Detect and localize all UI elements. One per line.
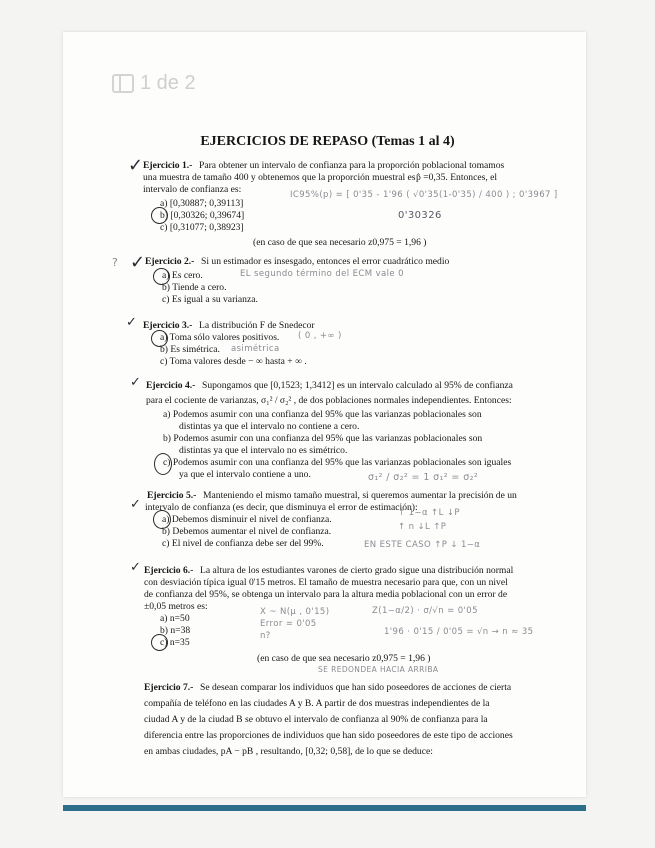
ex5-handwritten-3: EN ESTE CASO ↑P ↓ 1−α bbox=[364, 540, 481, 550]
ex1-option-c: c) [0,31077; 0,38923] bbox=[160, 222, 244, 233]
ex3-option-a: a) Toma sólo valores positivos. bbox=[160, 332, 280, 343]
ex1-text-1: Para obtener un intervalo de confianza para la proporción poblacional tomamos bbox=[199, 160, 505, 171]
check-mark-ex2: ✓ bbox=[130, 252, 146, 273]
ex4-option-b-1: b) Podemos asumir con una confianza del 95% que las varianzas poblacionales son bbox=[163, 433, 483, 444]
ex3-handwritten-range: ( 0 , +∞ ) bbox=[298, 331, 342, 341]
ex2-option-b: b) Tiende a cero. bbox=[162, 282, 227, 293]
ex1-handwritten-result: 0'30326 bbox=[398, 210, 442, 221]
ex4-option-a-2: distintas ya que el intervalo no contiene a cero. bbox=[179, 421, 360, 432]
ex7-text-1: Se desean comparar los individuos que han sido poseedores de acciones de cierta bbox=[200, 682, 512, 693]
page-indicator bbox=[112, 72, 196, 95]
page-indicator-text: 1 de 2 bbox=[140, 72, 196, 94]
ex5-option-c: c) El nivel de confianza debe ser del 99%. bbox=[162, 538, 324, 549]
ex6-text-3: de confianza del 95%, se obtenga un intervalo para la altura media poblacional con un error de bbox=[144, 589, 508, 600]
ex6-handwritten-5: 1'96 · 0'15 / 0'05 = √n → n ≈ 35 bbox=[384, 627, 534, 637]
ex6-text-4: ±0,05 metros es: bbox=[144, 601, 208, 612]
ex1-heading: Ejercicio 1.- bbox=[143, 160, 193, 171]
ex4-option-c-2: ya que el intervalo contiene a uno. bbox=[179, 469, 311, 480]
ex2-handwritten-note: EL segundo término del ECM vale 0 bbox=[240, 269, 404, 279]
ex6-handwritten-1: X ~ N(μ , 0'15) bbox=[260, 607, 330, 617]
ex1-text-2: una muestra de tamaño 400 y obtenemos que la proporción muestral es bbox=[143, 172, 416, 183]
ex6-option-c: c) n=35 bbox=[160, 637, 190, 648]
ex6-handwritten-6: SE REDONDEA HACIA ARRIBA bbox=[318, 665, 439, 674]
ex4-option-c-1: c) Podemos asumir con una confianza del 95% que las varianzas poblacionales son iguales bbox=[163, 457, 512, 468]
ex7-text-4: diferencia entre las proporciones de individuos que han sido poseedores de este tipo de acciones bbox=[144, 730, 513, 741]
ex6-handwritten-3: n? bbox=[260, 631, 271, 641]
ex3-option-b: b) Es simétrica. bbox=[160, 344, 220, 355]
check-mark-ex6: ✓ bbox=[130, 560, 141, 575]
ex4-heading: Ejercicio 4.- bbox=[146, 380, 196, 391]
ex2-option-a: a) Es cero. bbox=[162, 270, 203, 281]
ex6-option-b: b) n=38 bbox=[160, 625, 191, 636]
ex1-option-a: a) [0,30887; 0,39113] bbox=[160, 198, 244, 209]
answer-circle-ex3 bbox=[151, 330, 168, 347]
ex5-text-2: intervalo de confianza (es decir, que disminuya el error de estimación): bbox=[145, 502, 418, 513]
ex3-option-c: c) Toma valores desde − ∞ hasta + ∞ . bbox=[160, 356, 307, 367]
ex3-text: La distribución F de Snedecor bbox=[199, 320, 315, 331]
bottom-accent-bar bbox=[63, 805, 586, 811]
ex6-text-1: La altura de los estudiantes varones de cierto grado sigue una distribución normal bbox=[200, 565, 514, 576]
ex1-note: (en caso de que sea necesario z0,975 = 1,96 ) bbox=[253, 237, 427, 248]
answer-circle-ex2 bbox=[153, 268, 170, 285]
sidebar-icon bbox=[112, 74, 134, 93]
ex4-option-b-2: distintas ya que el intervalo no es simétrico. bbox=[179, 445, 348, 456]
ex1-option-b: b) [0,30326; 0,39674] bbox=[160, 210, 245, 221]
ex7-text-5: en ambas ciudades, pA − pB , resultando, [0,32; 0,58], de lo que se deduce: bbox=[144, 746, 433, 757]
ex4-option-a-1: a) Podemos asumir con una confianza del 95% que las varianzas poblacionales son bbox=[163, 409, 482, 420]
ex5-option-a: a) Debemos disminuir el nivel de confianza. bbox=[162, 514, 332, 525]
check-mark-ex3: ✓ bbox=[126, 315, 137, 330]
page-title: EJERCICIOS DE REPASO (Temas 1 al 4) bbox=[200, 134, 455, 149]
ex1-handwritten-formula: IC95%(p) = [ 0'35 - 1'96 ( √0'35(1-0'35) / 400 ) ; 0'3967 ] bbox=[290, 190, 558, 200]
ex6-handwritten-4: Z(1−α/2) · σ/√n = 0'05 bbox=[372, 606, 478, 616]
ex7-heading: Ejercicio 7.- bbox=[144, 682, 194, 693]
ex6-option-a: a) n=50 bbox=[160, 613, 190, 624]
ex5-option-b: b) Debemos aumentar el nivel de confianza. bbox=[162, 526, 332, 537]
ex7-text-2: compañía de teléfono en las ciudades A y B. A partir de dos muestras independientes de la bbox=[144, 698, 490, 709]
ex6-text-2: con desviación típica igual 0'15 metros. El tamaño de muestra necesario para que, con un nivel bbox=[144, 577, 508, 588]
answer-circle-ex1 bbox=[151, 207, 168, 224]
check-mark-ex5: ✓ bbox=[130, 497, 141, 512]
ex1-p-hat: p̂ =0,35. Entonces, el bbox=[416, 172, 498, 183]
ex1-text-3: intervalo de confianza es: bbox=[143, 184, 242, 195]
ex3-heading: Ejercicio 3.- bbox=[143, 320, 193, 331]
ex2-heading: Ejercicio 2.- bbox=[145, 256, 195, 267]
ex2-option-c: c) Es igual a su varianza. bbox=[162, 294, 258, 305]
ex6-handwritten-2: Error = 0'05 bbox=[260, 619, 317, 629]
ex5-text-1: Manteniendo el mismo tamaño muestral, si queremos aumentar la precisión de un bbox=[203, 490, 517, 501]
ex5-handwritten-2: ↑ n ↓L ↑P bbox=[398, 522, 447, 532]
question-mark-ex2: ? bbox=[112, 256, 118, 269]
ex6-note: (en caso de que sea necesario z0,975 = 1,96 ) bbox=[257, 653, 431, 664]
answer-circle-ex5 bbox=[153, 510, 171, 529]
ex5-handwritten-1: ↑ 1−α ↑L ↓P bbox=[398, 508, 460, 518]
check-mark-ex1: ✓ bbox=[128, 155, 144, 176]
answer-circle-ex4 bbox=[154, 453, 172, 475]
ex4-handwritten-note: σ₁² / σ₂² = 1 σ₁² = σ₂² bbox=[368, 472, 479, 483]
ex4-text-1: Supongamos que [0,1523; 1,3412] es un intervalo calculado al 95% de confianza bbox=[202, 380, 513, 391]
answer-circle-ex6 bbox=[151, 634, 168, 651]
check-mark-ex4: ✓ bbox=[130, 375, 141, 390]
ex5-heading: Ejercicio 5.- bbox=[147, 490, 197, 501]
ex3-handwritten-note: asimétrica bbox=[231, 344, 280, 354]
ex6-heading: Ejercicio 6.- bbox=[144, 565, 194, 576]
ex4-text-2: para el cociente de varianzas, σ₁² / σ₂² , de dos poblaciones normales independientes. Entonces: bbox=[146, 395, 512, 406]
ex7-text-3: ciudad A y de la ciudad B se obtuvo el intervalo de confianza al 90% de confianza para la bbox=[144, 714, 488, 725]
ex2-text: Si un estimador es insesgado, entonces el error cuadrático medio bbox=[201, 256, 450, 267]
